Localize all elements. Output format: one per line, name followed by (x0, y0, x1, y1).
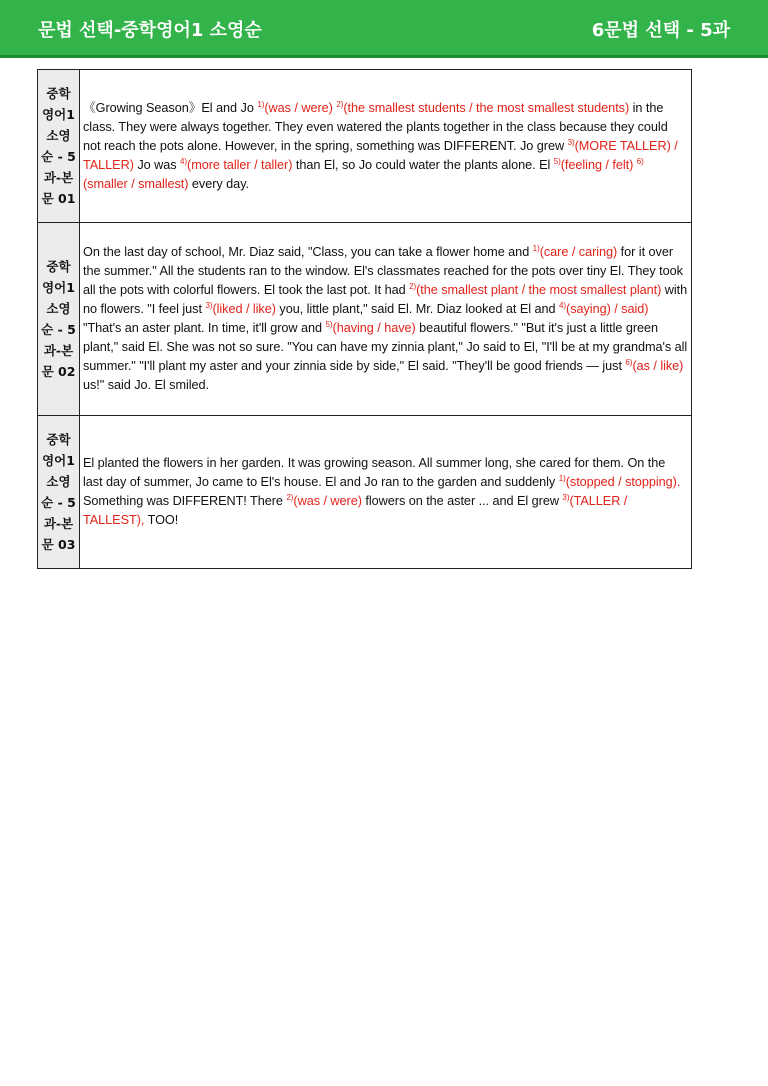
passage-label-line: 순 - 5 (41, 149, 76, 164)
passage-label-line: 소영 (46, 474, 71, 489)
passage-text-segment: Something was DIFFERENT! There (83, 494, 287, 508)
grammar-choice: (more taller / taller) (187, 157, 293, 172)
passage-label-line: 문 01 (41, 191, 76, 206)
passage-row (38, 223, 692, 416)
grammar-choice: (saying) / said) (566, 302, 649, 316)
passage-label-line: 중학 (46, 86, 71, 101)
passage-label-line: 소영 (46, 301, 71, 316)
header-title: 문법 선택-중학영어1 소영순 (38, 20, 262, 41)
passage-label-line: 영어1 (42, 453, 75, 468)
blank-number: 6) (636, 156, 644, 166)
passage-text-segment: El planted the flowers in her garden. It was growing season. All summer long, she cared for them. On the last day of summer, Jo came to El's house. El and Jo ran to the garden and suddenly (83, 456, 666, 489)
passage-text-segment: flowers on the aster ... and El grew (361, 494, 563, 508)
passage-label-line: 문 02 (41, 364, 76, 379)
passage-table (37, 69, 692, 569)
passage-label-line: 과-본 (43, 516, 74, 531)
grammar-choice: (care / caring) (539, 245, 618, 259)
passage-label-line: 과-본 (43, 170, 74, 185)
passage-text (80, 223, 692, 416)
blank-number: 4) (180, 156, 188, 166)
blank-number: 2) (286, 493, 294, 502)
passage-text-segment: Jo was (133, 157, 181, 172)
page-header (0, 0, 768, 58)
grammar-choice: (the smallest students / the most smallest students) (343, 100, 630, 115)
blank-number: 5) (553, 156, 561, 166)
grammar-choice: (TALLER / TALLEST), (83, 494, 628, 527)
passage-text (80, 70, 692, 223)
passage-label-line: 중학 (46, 432, 71, 447)
passage-text (80, 416, 692, 569)
blank-number: 3) (562, 493, 570, 502)
passage-label-line: 순 - 5 (41, 322, 76, 337)
passage-label-line: 중학 (46, 259, 71, 274)
passage-text-segment: than El, so Jo could water the plants alone. El (292, 157, 554, 172)
blank-number: 3) (567, 137, 575, 147)
passage-label-line: 소영 (46, 128, 71, 143)
passage-text-segment: beautiful flowers." "But it's just a little green plant," said El. She was not so sure. "You can have my zinnia plant," Jo said to El, "I'll be at my grandma's all summer." "I'll plant my aster and your zinnia side by side," El said. "They'll be good friends — just (83, 321, 688, 373)
grammar-choice: (smaller / smallest) (83, 176, 189, 191)
passage-label-line: 문 03 (41, 537, 76, 552)
grammar-choice: (having / have) (332, 321, 416, 335)
passage-text-segment: you, little plant," said El. Mr. Diaz looked at El and (275, 302, 560, 316)
passage-text-segment: 《Growing Season》El and Jo (83, 100, 258, 115)
grammar-choice: (as / like) (632, 359, 684, 373)
blank-number: 1) (257, 99, 265, 109)
passage-text-segment: On the last day of school, Mr. Diaz said, "Class, you can take a flower home and (83, 245, 533, 259)
passage-label-line: 순 - 5 (41, 495, 76, 510)
blank-number: 2) (409, 282, 417, 291)
passage-text-segment: for it over the summer." All the students ran to the window. El's classmates reached for the pots over tiny El. They took all the pots with colorful flowers. El took the last pot. It had (83, 245, 683, 297)
grammar-choice: (feeling / felt) (560, 157, 634, 172)
grammar-choice: (stopped / stopping). (565, 475, 681, 489)
passage-text-segment: every day. (188, 176, 250, 191)
passage-label (38, 70, 80, 223)
passage-label (38, 416, 80, 569)
blank-number: 3) (205, 301, 213, 310)
passage-text-segment: "That's an aster plant. In time, it'll grow and (83, 321, 326, 335)
grammar-choice: (liked / like) (212, 302, 276, 316)
grammar-choice: (MORE TALLER) / TALLER) (83, 138, 678, 172)
passage-text-segment: in the class. They were always together. They even watered the plants together in the class because they could not reach the pots alone. However, in the spring, something was DIFFERENT. Jo grew (83, 100, 668, 153)
passage-text-segment: us!" said Jo. El smiled. (83, 378, 209, 392)
grammar-choice: (was / were) (264, 100, 333, 115)
passage-row (38, 70, 692, 223)
grammar-choice: (was / were) (293, 494, 362, 508)
blank-number: 2) (336, 99, 344, 109)
header-lesson-label: 6문법 선택 - 5과 (591, 20, 730, 41)
passage-text-segment: with no flowers. "I feel just (83, 283, 688, 316)
passage-label-line: 영어1 (42, 107, 75, 122)
passage-label-line: 영어1 (42, 280, 75, 295)
blank-number: 1) (558, 474, 566, 483)
passage-text-segment: TOO! (144, 513, 179, 527)
blank-number: 6) (625, 358, 633, 367)
blank-number: 1) (532, 244, 540, 253)
blank-number: 4) (559, 301, 567, 310)
passage-row (38, 416, 692, 569)
passage-label (38, 223, 80, 416)
passage-label-line: 과-본 (43, 343, 74, 358)
blank-number: 5) (325, 320, 333, 329)
grammar-choice: (the smallest plant / the most smallest plant) (416, 283, 662, 297)
